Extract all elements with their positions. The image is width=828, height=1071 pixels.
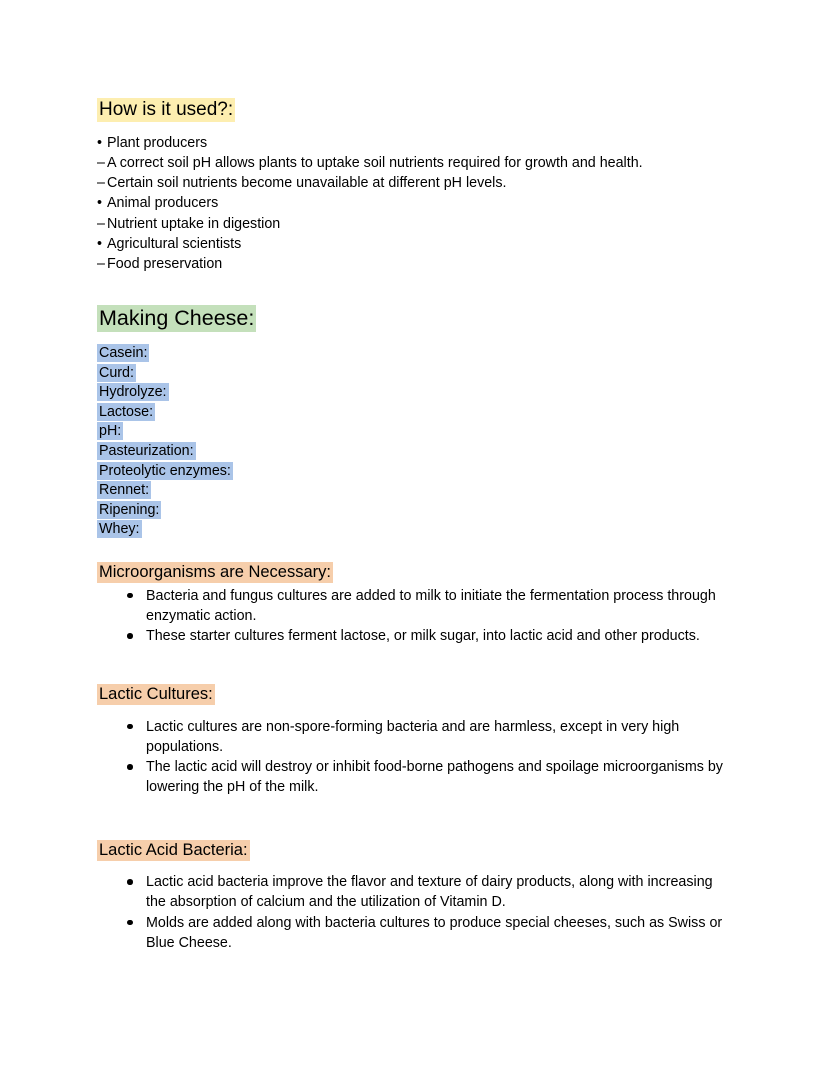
heading-lactic-acid-bacteria-text: Lactic Acid Bacteria: <box>99 840 248 859</box>
list-cheese-vocabulary <box>97 344 728 540</box>
list-item-text: Plant producers <box>107 134 208 151</box>
heading-lactic-cultures <box>97 684 728 705</box>
list-marker: • <box>97 134 103 151</box>
list-item-text: Animal producers <box>107 195 219 212</box>
list-item-text: Agricultural scientists <box>107 235 242 252</box>
vocabulary-term-text: Curd: <box>99 364 134 381</box>
spacer <box>97 274 728 305</box>
spacer <box>97 860 728 872</box>
vocabulary-term <box>97 462 728 482</box>
list-item-text: Nutrient uptake in digestion <box>107 215 281 232</box>
list-lactic-cultures <box>97 717 728 798</box>
heading-microorganisms-are-necessary <box>97 562 728 583</box>
vocabulary-term-text: Ripening: <box>99 501 160 518</box>
heading-lactic-acid-bacteria <box>97 840 728 861</box>
heading-making-cheese <box>97 305 728 332</box>
list-item <box>97 254 728 274</box>
heading-lactic-cultures-text: Lactic Cultures: <box>99 685 213 704</box>
list-item: The lactic acid will destroy or inhibit food-borne pathogens and spoilage microorganisms by lowering the pH of the milk. <box>97 757 728 797</box>
list-marker: – <box>97 175 105 192</box>
vocabulary-term <box>97 403 728 423</box>
heading-making-cheese-text: Making Cheese: <box>99 306 255 331</box>
list-marker: • <box>97 235 103 252</box>
spacer <box>97 798 728 840</box>
list-marker: – <box>97 154 105 171</box>
heading-how-is-it-used-text: How is it used?: <box>99 99 234 120</box>
vocabulary-term-text: pH: <box>99 423 122 440</box>
spacer <box>97 332 728 344</box>
vocabulary-term <box>97 501 728 521</box>
list-item: Molds are added along with bacteria cultures to produce special cheeses, such as Swiss or Blue Cheese. <box>97 913 728 953</box>
spacer <box>97 705 728 717</box>
vocabulary-term <box>97 383 728 403</box>
vocabulary-term <box>97 344 728 364</box>
list-marker: • <box>97 195 103 212</box>
list-item-text: A correct soil pH allows plants to uptake soil nutrients required for growth and health. <box>107 154 643 171</box>
list-microorganisms <box>97 586 728 647</box>
spacer <box>97 122 728 133</box>
spacer <box>97 540 728 562</box>
list-item <box>97 214 728 234</box>
vocabulary-term <box>97 422 728 442</box>
list-item <box>97 193 728 213</box>
list-item: Lactic acid bacteria improve the flavor and texture of dairy products, along with increasing the absorption of calcium and the utilization of Vitamin D. <box>97 872 728 912</box>
heading-how-is-it-used <box>97 98 728 122</box>
vocabulary-term-text: Casein: <box>99 345 148 362</box>
list-marker: – <box>97 255 105 272</box>
vocabulary-term <box>97 481 728 501</box>
heading-microorganisms-are-necessary-text: Microorganisms are Necessary: <box>99 562 331 581</box>
spacer <box>97 646 728 684</box>
list-item <box>97 153 728 173</box>
vocabulary-term-text: Proteolytic enzymes: <box>99 462 231 479</box>
vocabulary-term <box>97 364 728 384</box>
list-item: Lactic cultures are non-spore-forming bacteria and are harmless, except in very high populations. <box>97 717 728 757</box>
vocabulary-term <box>97 520 728 540</box>
list-item: Bacteria and fungus cultures are added to milk to initiate the fermentation process through enzymatic action. <box>97 586 728 626</box>
list-marker: – <box>97 215 105 232</box>
list-item-text: Certain soil nutrients become unavailable at different pH levels. <box>107 175 507 192</box>
vocabulary-term-text: Rennet: <box>99 482 150 499</box>
list-item <box>97 133 728 153</box>
list-lactic-acid-bacteria <box>97 872 728 953</box>
list-item <box>97 173 728 193</box>
vocabulary-term-text: Lactose: <box>99 403 154 420</box>
vocabulary-term-text: Whey: <box>99 521 140 538</box>
list-item <box>97 234 728 254</box>
list-item: These starter cultures ferment lactose, or milk sugar, into lactic acid and other products. <box>97 626 728 646</box>
list-how-is-it-used <box>97 133 728 274</box>
vocabulary-term-text: Pasteurization: <box>99 443 194 460</box>
vocabulary-term <box>97 442 728 462</box>
vocabulary-term-text: Hydrolyze: <box>99 384 167 401</box>
list-item-text: Food preservation <box>107 255 223 272</box>
